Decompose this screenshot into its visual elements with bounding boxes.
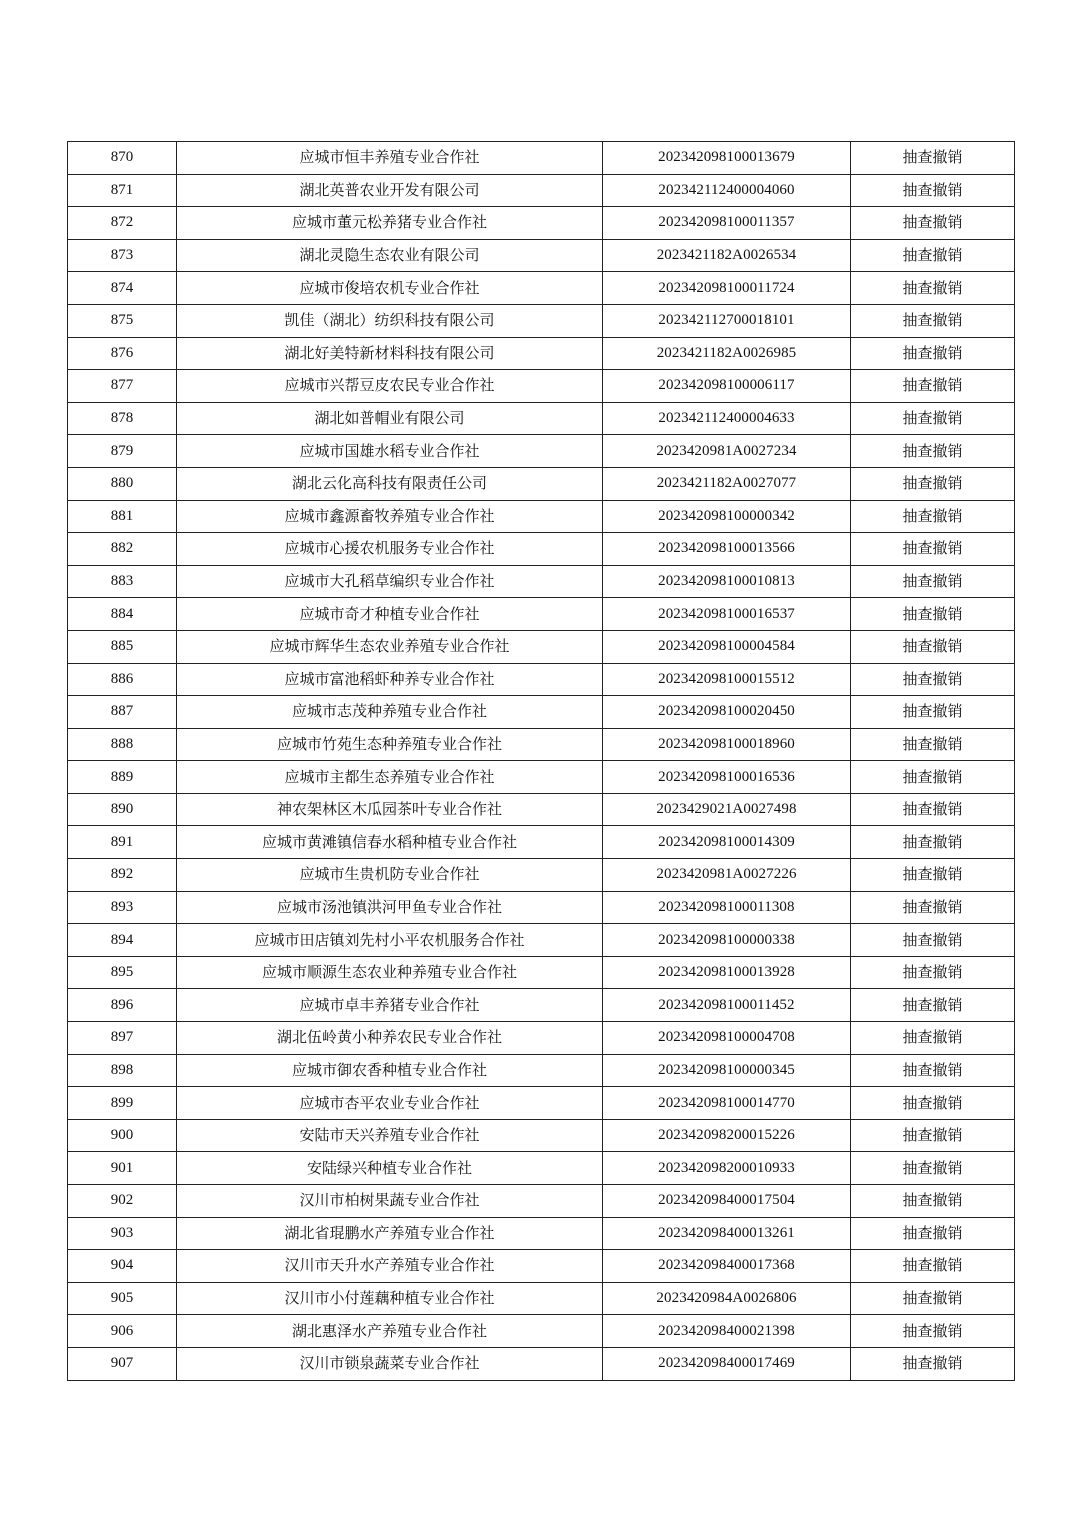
table-row: [68, 1347, 1015, 1380]
registration-code: 202342098100011724: [603, 272, 851, 305]
entity-name: 湖北英普农业开发有限公司: [177, 174, 603, 207]
table-row: [68, 924, 1015, 957]
revocation-table: [67, 141, 1015, 1381]
registration-code: 2023420981A0027226: [603, 859, 851, 892]
status-cell: 抽查撤销: [851, 174, 1015, 207]
entity-name: 应城市杏平农业专业合作社: [177, 1087, 603, 1120]
row-number: 879: [68, 435, 177, 468]
table-row: [68, 761, 1015, 794]
row-number: 896: [68, 989, 177, 1022]
registration-code: 202342098100013566: [603, 533, 851, 566]
entity-name: 应城市志茂种养殖专业合作社: [177, 696, 603, 729]
row-number: 886: [68, 663, 177, 696]
registration-code: 202342098100011452: [603, 989, 851, 1022]
row-number: 877: [68, 370, 177, 403]
row-number: 870: [68, 142, 177, 175]
table-row: [68, 956, 1015, 989]
registration-code: 202342098400017504: [603, 1185, 851, 1218]
registration-code: 202342098100006117: [603, 370, 851, 403]
status-cell: 抽查撤销: [851, 304, 1015, 337]
registration-code: 2023421182A0026985: [603, 337, 851, 370]
status-cell: 抽查撤销: [851, 1217, 1015, 1250]
registration-code: 202342098100014770: [603, 1087, 851, 1120]
entity-name: 应城市主都生态养殖专业合作社: [177, 761, 603, 794]
table-row: [68, 272, 1015, 305]
row-number: 874: [68, 272, 177, 305]
row-number: 907: [68, 1347, 177, 1380]
registration-code: 202342098400017469: [603, 1347, 851, 1380]
registration-code: 202342098200015226: [603, 1119, 851, 1152]
table-row: [68, 337, 1015, 370]
entity-name: 湖北惠泽水产养殖专业合作社: [177, 1315, 603, 1348]
registration-code: 202342112400004633: [603, 402, 851, 435]
registration-code: 202342098100000342: [603, 500, 851, 533]
registration-code: 202342098100020450: [603, 696, 851, 729]
entity-name: 湖北好美特新材料科技有限公司: [177, 337, 603, 370]
table-row: [68, 891, 1015, 924]
entity-name: 安陆市天兴养殖专业合作社: [177, 1119, 603, 1152]
table-row: [68, 565, 1015, 598]
registration-code: 2023429021A0027498: [603, 793, 851, 826]
status-cell: 抽查撤销: [851, 239, 1015, 272]
status-cell: 抽查撤销: [851, 1282, 1015, 1315]
status-cell: 抽查撤销: [851, 761, 1015, 794]
row-number: 905: [68, 1282, 177, 1315]
status-cell: 抽查撤销: [851, 630, 1015, 663]
entity-name: 应城市田店镇刘先村小平农机服务合作社: [177, 924, 603, 957]
status-cell: 抽查撤销: [851, 696, 1015, 729]
status-cell: 抽查撤销: [851, 728, 1015, 761]
status-cell: 抽查撤销: [851, 1152, 1015, 1185]
registration-code: 202342098100014309: [603, 826, 851, 859]
row-number: 899: [68, 1087, 177, 1120]
registration-code: 202342098100011308: [603, 891, 851, 924]
entity-name: 湖北省琨鹏水产养殖专业合作社: [177, 1217, 603, 1250]
entity-name: 应城市董元松养猪专业合作社: [177, 207, 603, 240]
table-row: [68, 1087, 1015, 1120]
entity-name: 应城市心援农机服务专业合作社: [177, 533, 603, 566]
registration-code: 202342098200010933: [603, 1152, 851, 1185]
table-row: [68, 1185, 1015, 1218]
table-row: [68, 1250, 1015, 1283]
row-number: 893: [68, 891, 177, 924]
table-body: [68, 142, 1015, 1381]
entity-name: 汉川市锁泉蔬菜专业合作社: [177, 1347, 603, 1380]
row-number: 878: [68, 402, 177, 435]
registration-code: 2023421182A0027077: [603, 467, 851, 500]
row-number: 895: [68, 956, 177, 989]
table-row: [68, 142, 1015, 175]
status-cell: 抽查撤销: [851, 272, 1015, 305]
entity-name: 神农架林区木瓜园茶叶专业合作社: [177, 793, 603, 826]
row-number: 876: [68, 337, 177, 370]
table-row: [68, 435, 1015, 468]
entity-name: 应城市奇才种植专业合作社: [177, 598, 603, 631]
status-cell: 抽查撤销: [851, 891, 1015, 924]
status-cell: 抽查撤销: [851, 663, 1015, 696]
registration-code: 202342098100016537: [603, 598, 851, 631]
table-row: [68, 989, 1015, 1022]
table-row: [68, 1315, 1015, 1348]
registration-code: 202342098100000338: [603, 924, 851, 957]
row-number: 894: [68, 924, 177, 957]
status-cell: 抽查撤销: [851, 207, 1015, 240]
entity-name: 汉川市柏树果蔬专业合作社: [177, 1185, 603, 1218]
row-number: 906: [68, 1315, 177, 1348]
status-cell: 抽查撤销: [851, 500, 1015, 533]
status-cell: 抽查撤销: [851, 826, 1015, 859]
table-row: [68, 1217, 1015, 1250]
row-number: 889: [68, 761, 177, 794]
status-cell: 抽查撤销: [851, 1347, 1015, 1380]
status-cell: 抽查撤销: [851, 565, 1015, 598]
row-number: 871: [68, 174, 177, 207]
row-number: 873: [68, 239, 177, 272]
status-cell: 抽查撤销: [851, 337, 1015, 370]
entity-name: 汉川市天升水产养殖专业合作社: [177, 1250, 603, 1283]
table-row: [68, 663, 1015, 696]
registration-code: 202342098100013928: [603, 956, 851, 989]
entity-name: 应城市鑫源畜牧养殖专业合作社: [177, 500, 603, 533]
entity-name: 应城市汤池镇洪河甲鱼专业合作社: [177, 891, 603, 924]
table-row: [68, 533, 1015, 566]
registration-code: 202342112700018101: [603, 304, 851, 337]
row-number: 872: [68, 207, 177, 240]
row-number: 888: [68, 728, 177, 761]
entity-name: 安陆绿兴种植专业合作社: [177, 1152, 603, 1185]
registration-code: 202342098400021398: [603, 1315, 851, 1348]
entity-name: 湖北伍岭黄小种养农民专业合作社: [177, 1022, 603, 1055]
table-row: [68, 467, 1015, 500]
entity-name: 凯佳（湖北）纺织科技有限公司: [177, 304, 603, 337]
registration-code: 202342098100010813: [603, 565, 851, 598]
row-number: 901: [68, 1152, 177, 1185]
row-number: 904: [68, 1250, 177, 1283]
table-row: [68, 793, 1015, 826]
table-row: [68, 207, 1015, 240]
table-row: [68, 239, 1015, 272]
status-cell: 抽查撤销: [851, 859, 1015, 892]
registration-code: 202342098100004708: [603, 1022, 851, 1055]
table-row: [68, 1119, 1015, 1152]
status-cell: 抽查撤销: [851, 924, 1015, 957]
entity-name: 应城市兴帮豆皮农民专业合作社: [177, 370, 603, 403]
entity-name: 应城市国雄水稻专业合作社: [177, 435, 603, 468]
entity-name: 应城市黄滩镇信春水稻种植专业合作社: [177, 826, 603, 859]
registration-code: 2023420981A0027234: [603, 435, 851, 468]
row-number: 891: [68, 826, 177, 859]
status-cell: 抽查撤销: [851, 370, 1015, 403]
entity-name: 应城市大孔稻草编织专业合作社: [177, 565, 603, 598]
table-row: [68, 1054, 1015, 1087]
status-cell: 抽查撤销: [851, 402, 1015, 435]
registration-code: 202342098400017368: [603, 1250, 851, 1283]
table-row: [68, 402, 1015, 435]
entity-name: 应城市御农香种植专业合作社: [177, 1054, 603, 1087]
registration-code: 2023421182A0026534: [603, 239, 851, 272]
status-cell: 抽查撤销: [851, 598, 1015, 631]
registration-code: 202342098100015512: [603, 663, 851, 696]
table-row: [68, 174, 1015, 207]
registration-code: 202342098100018960: [603, 728, 851, 761]
status-cell: 抽查撤销: [851, 1087, 1015, 1120]
table-row: [68, 696, 1015, 729]
row-number: 892: [68, 859, 177, 892]
entity-name: 应城市辉华生态农业养殖专业合作社: [177, 630, 603, 663]
row-number: 880: [68, 467, 177, 500]
registration-code: 202342098100011357: [603, 207, 851, 240]
row-number: 898: [68, 1054, 177, 1087]
table-row: [68, 1282, 1015, 1315]
status-cell: 抽查撤销: [851, 533, 1015, 566]
registration-code: 2023420984A0026806: [603, 1282, 851, 1315]
table-row: [68, 826, 1015, 859]
status-cell: 抽查撤销: [851, 1022, 1015, 1055]
status-cell: 抽查撤销: [851, 1054, 1015, 1087]
row-number: 881: [68, 500, 177, 533]
registration-code: 202342098100013679: [603, 142, 851, 175]
row-number: 900: [68, 1119, 177, 1152]
entity-name: 应城市恒丰养殖专业合作社: [177, 142, 603, 175]
row-number: 883: [68, 565, 177, 598]
registration-code: 202342098100000345: [603, 1054, 851, 1087]
status-cell: 抽查撤销: [851, 435, 1015, 468]
entity-name: 应城市卓丰养猪专业合作社: [177, 989, 603, 1022]
entity-name: 应城市富池稻虾种养专业合作社: [177, 663, 603, 696]
registration-code: 202342098400013261: [603, 1217, 851, 1250]
table-row: [68, 1152, 1015, 1185]
row-number: 882: [68, 533, 177, 566]
row-number: 890: [68, 793, 177, 826]
row-number: 897: [68, 1022, 177, 1055]
table-row: [68, 370, 1015, 403]
status-cell: 抽查撤销: [851, 1315, 1015, 1348]
table-row: [68, 728, 1015, 761]
status-cell: 抽查撤销: [851, 467, 1015, 500]
entity-name: 应城市顺源生态农业种养殖专业合作社: [177, 956, 603, 989]
table-row: [68, 598, 1015, 631]
registration-code: 202342112400004060: [603, 174, 851, 207]
status-cell: 抽查撤销: [851, 793, 1015, 826]
entity-name: 汉川市小付莲藕种植专业合作社: [177, 1282, 603, 1315]
status-cell: 抽查撤销: [851, 1250, 1015, 1283]
entity-name: 湖北如普帽业有限公司: [177, 402, 603, 435]
entity-name: 湖北云化高科技有限责任公司: [177, 467, 603, 500]
entity-name: 应城市生贵机防专业合作社: [177, 859, 603, 892]
table-row: [68, 500, 1015, 533]
row-number: 875: [68, 304, 177, 337]
row-number: 885: [68, 630, 177, 663]
status-cell: 抽查撤销: [851, 1185, 1015, 1218]
row-number: 902: [68, 1185, 177, 1218]
entity-name: 应城市俊培农机专业合作社: [177, 272, 603, 305]
status-cell: 抽查撤销: [851, 142, 1015, 175]
row-number: 884: [68, 598, 177, 631]
table-row: [68, 630, 1015, 663]
row-number: 887: [68, 696, 177, 729]
registration-code: 202342098100016536: [603, 761, 851, 794]
entity-name: 湖北灵隐生态农业有限公司: [177, 239, 603, 272]
table-row: [68, 1022, 1015, 1055]
status-cell: 抽查撤销: [851, 1119, 1015, 1152]
table-row: [68, 304, 1015, 337]
status-cell: 抽查撤销: [851, 956, 1015, 989]
registration-code: 202342098100004584: [603, 630, 851, 663]
entity-name: 应城市竹苑生态种养殖专业合作社: [177, 728, 603, 761]
status-cell: 抽查撤销: [851, 989, 1015, 1022]
row-number: 903: [68, 1217, 177, 1250]
table-row: [68, 859, 1015, 892]
